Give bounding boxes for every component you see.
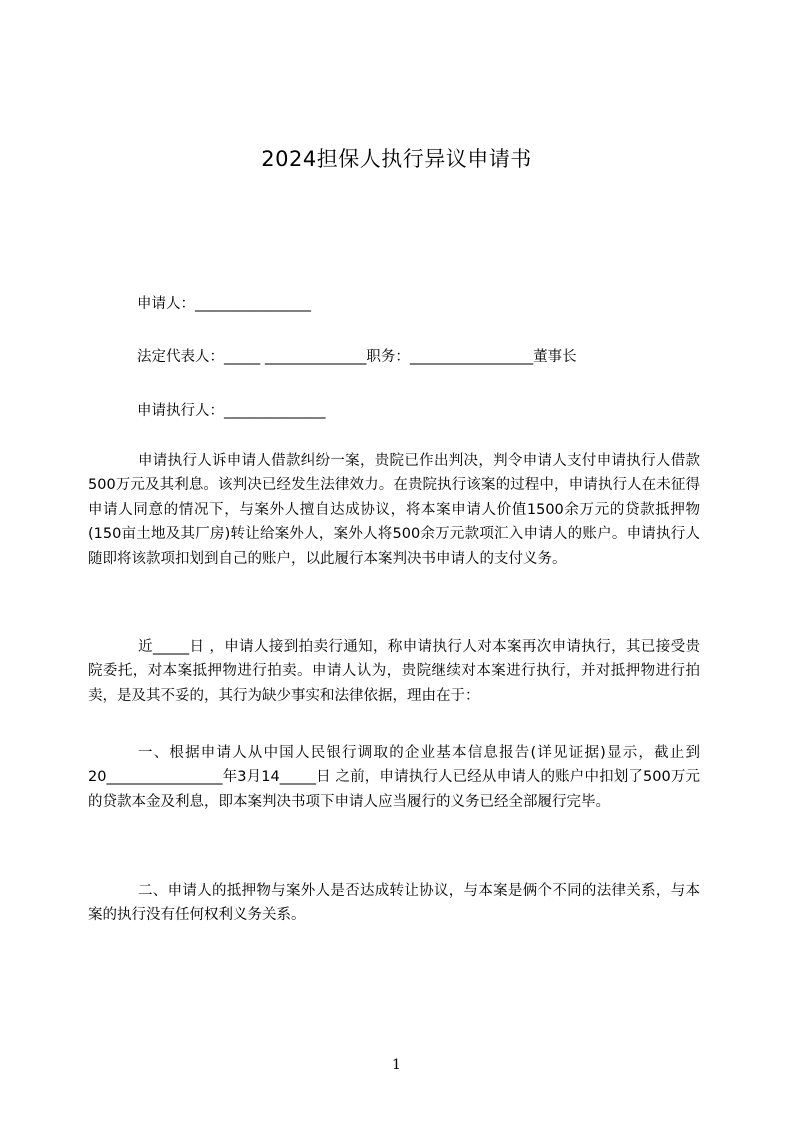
paragraph-reason-two: 二、申请人的抵押物与案外人是否达成转让协议，与本案是俩个不同的法律关系，与本案的执行没有任何权利义务关系。 xyxy=(88,883,700,924)
document-title: 2024担保人执行异议申请书 xyxy=(261,147,532,171)
paragraph-reason-one: 一、根据申请人从中国人民银行调取的企业基本信息报告(详见证据)显示，截止到20________________年3月14_____日 之前，申请执行人已经从申请人的账户中扣划了500万元的贷款本金及利息，即本案判决书项下申请人应当履行的义务已经全部履行完毕。 xyxy=(88,745,700,810)
paragraph-auction-notice: 近_____日 ，申请人接到拍卖行通知，称申请执行人对本案再次申请执行，其已接受贵院委托，对本案抵押物进行拍卖。申请人认为，贵院继续对本案进行执行，并对抵押物进行拍卖，是及其不妥的，其行为缺少事实和法律依据，理由在于： xyxy=(88,639,700,704)
page-number: 1 xyxy=(392,1057,401,1073)
applicant-line: 申请人：________________ xyxy=(137,296,311,312)
paragraph-case-background: 申请执行人诉申请人借款纠纷一案，贵院已作出判决，判令申请人支付申请执行人借款500万元及其利息。该判决已经发生法律效力。在贵院执行该案的过程中，申请执行人在未征得申请人同意的情况下，与案外人擅自达成协议，将本案申请人价值1500余万元的贷款抵押物(150亩土地及其厂房)转让给案外人，案外人将500余万元款项汇入申请人的账户。申请执行人随即将该款项扣划到自己的账户，以此履行本案判决书申请人的支付义务。 xyxy=(88,453,700,567)
legal-representative-line: 法定代表人：_____ ______________职务：_________________董事长 xyxy=(137,349,577,365)
execution-applicant-line: 申请执行人：______________ xyxy=(137,403,326,419)
